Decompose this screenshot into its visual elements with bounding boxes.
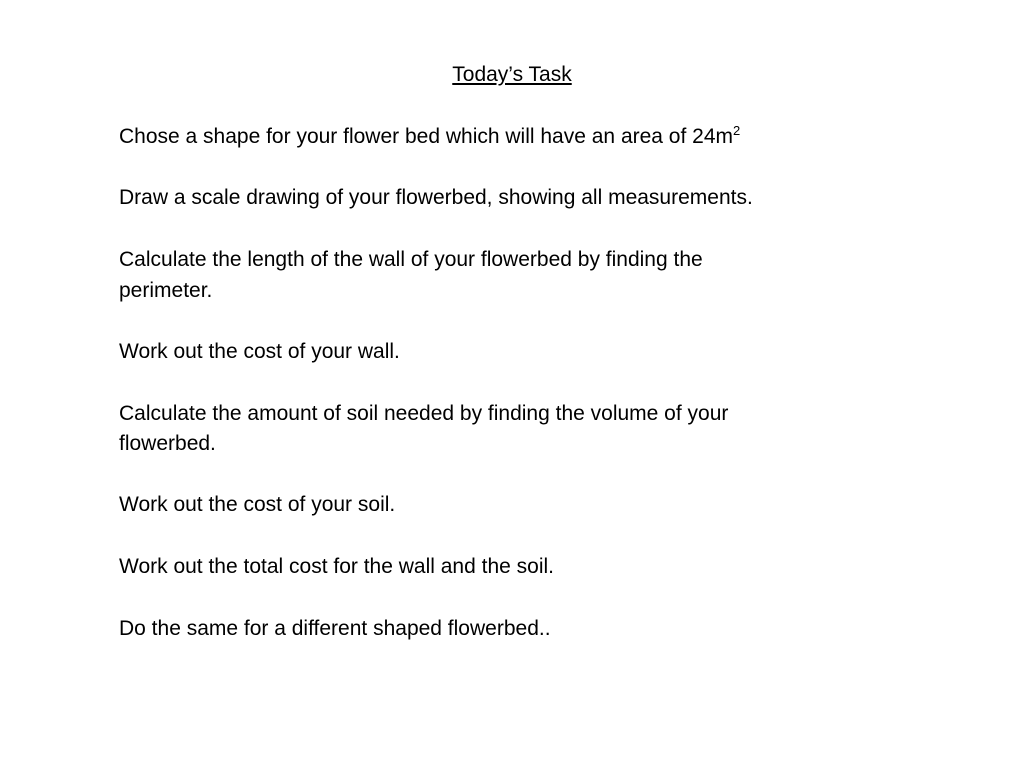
- task-perimeter-line-2: perimeter.: [119, 279, 213, 302]
- slide-title: Today’s Task: [452, 63, 572, 86]
- task-wall-cost: Work out the cost of your wall.: [119, 340, 400, 363]
- task-area: [119, 121, 919, 152]
- task-area-text: Chose a shape for your flower bed which will have an area of 24m: [119, 125, 734, 148]
- task-volume-line-2: flowerbed.: [119, 432, 216, 455]
- task-total-cost: Work out the total cost for the wall and the soil.: [119, 555, 555, 578]
- task-soil-cost: Work out the cost of your soil.: [119, 493, 396, 516]
- task-perimeter-line-1: Calculate the length of the wall of your flowerbed by finding the: [119, 248, 703, 271]
- task-volume-line-1: Calculate the amount of soil needed by finding the volume of your: [119, 402, 729, 425]
- task-repeat: Do the same for a different shaped flowerbed..: [119, 617, 551, 640]
- task-area-superscript: 2: [733, 123, 741, 138]
- task-scale-drawing: Draw a scale drawing of your flowerbed, showing all measurements.: [119, 186, 753, 209]
